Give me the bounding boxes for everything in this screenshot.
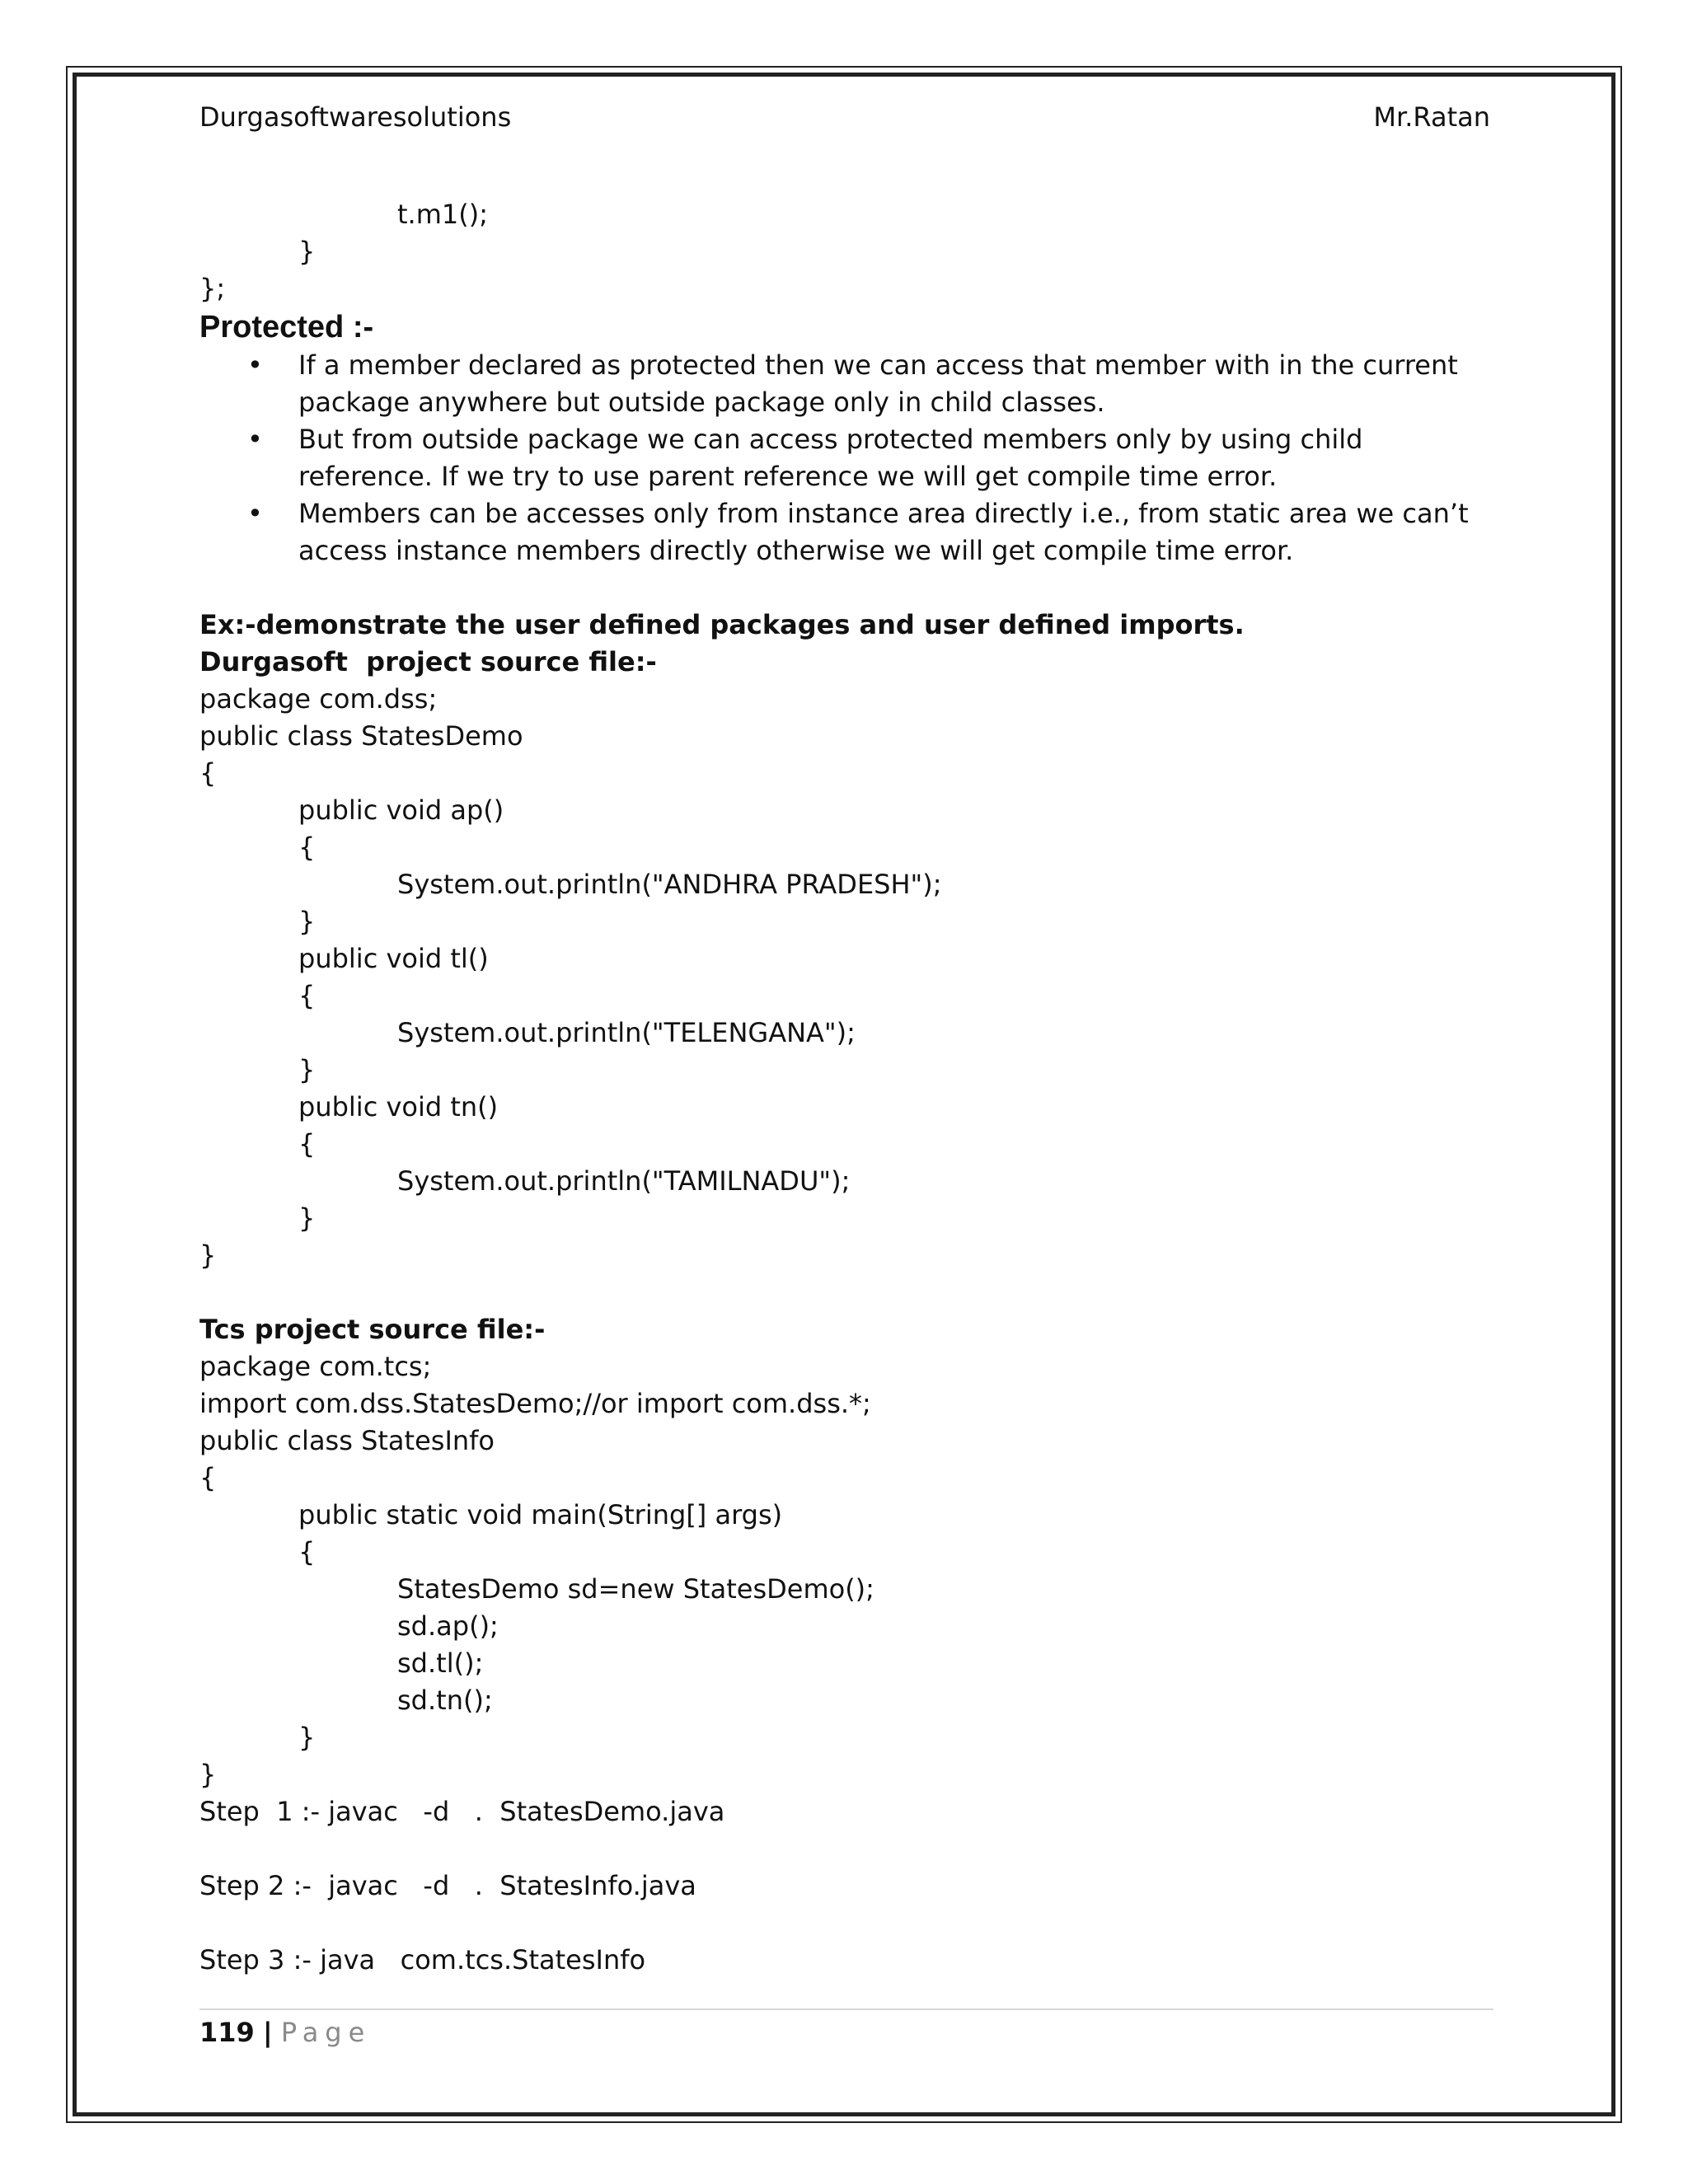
bullet-icon: • (247, 498, 263, 529)
code-line: t.m1(); (397, 199, 488, 230)
bullet-text: But from outside package we can access protected members only by using child reference. If we try to use parent reference we will get compile time error. (298, 424, 1363, 492)
page-footer (199, 2014, 371, 2050)
section-heading-protected: Protected :- (199, 310, 374, 344)
page-number: 119 (199, 2017, 255, 2048)
bullet-item (199, 495, 1502, 569)
code-line: public static void main(String[] args) (298, 1499, 783, 1530)
bullet-item (199, 421, 1502, 495)
code-line: { (298, 1536, 316, 1568)
code-line: System.out.println("ANDHRA PRADESH"); (397, 869, 942, 900)
code-line: import com.dss.StatesDemo;//or import com.dss.*; (199, 1388, 871, 1419)
page-content (199, 196, 1502, 1979)
code-line: public void ap() (298, 794, 504, 826)
bullet-icon: • (247, 424, 263, 455)
code-line: package com.dss; (199, 683, 438, 715)
header-author: Mr.Ratan (1373, 101, 1490, 133)
code-line: package com.tcs; (199, 1351, 432, 1382)
code-line: } (298, 1722, 316, 1753)
code-line: sd.tl(); (397, 1647, 484, 1679)
step-line: Step 2 :- javac -d . StatesInfo.java (199, 1870, 696, 1901)
code-line: System.out.println("TAMILNADU"); (397, 1165, 851, 1197)
code-line: public class StatesDemo (199, 720, 523, 752)
code-line: StatesDemo sd=new StatesDemo(); (397, 1573, 874, 1605)
bullet-icon: • (247, 349, 263, 381)
code-line: } (199, 1759, 217, 1790)
code-line: }; (199, 273, 226, 304)
header-company: Durgasoftwaresolutions (199, 101, 512, 133)
code-line: } (298, 906, 316, 937)
bullet-item (199, 347, 1502, 421)
code-line: { (199, 757, 217, 789)
code-line: } (298, 1054, 316, 1085)
code-line: { (298, 1128, 316, 1160)
code-line: public void tl() (298, 943, 489, 974)
code-line: sd.tn(); (397, 1685, 493, 1716)
footer-separator: | (262, 2017, 273, 2048)
durgasoft-source-title: Durgasoft project source file:- (199, 646, 657, 677)
protected-bullet-list (199, 347, 1502, 569)
compile-steps (199, 1793, 1502, 1979)
page-label: Page (280, 2017, 372, 2048)
tcs-code-block (199, 1348, 1502, 1793)
code-line: public class StatesInfo (199, 1425, 495, 1456)
code-line: System.out.println("TELENGANA"); (397, 1017, 856, 1048)
tcs-source-title: Tcs project source file:- (199, 1314, 546, 1345)
example-title: Ex:-demonstrate the user defined packages and user defined imports. (199, 609, 1245, 640)
code-line: } (298, 1202, 316, 1234)
code-line: } (298, 236, 316, 267)
code-line: } (199, 1240, 217, 1271)
code-line: public void tn() (298, 1091, 499, 1122)
footer-divider (199, 2008, 1493, 2010)
bullet-text: Members can be accesses only from instance area directly i.e., from static area we can’t access instance members directly otherwise we will get compile time error. (298, 498, 1469, 566)
code-line: { (199, 1462, 217, 1493)
bullet-text: If a member declared as protected then we can access that member with in the current package anywhere but outside package only in child classes. (298, 349, 1458, 418)
step-line: Step 3 :- java com.tcs.StatesInfo (199, 1944, 646, 1975)
code-line: { (298, 980, 316, 1011)
durgasoft-code-block (199, 681, 1502, 1274)
code-line: { (298, 832, 316, 863)
code-line: sd.ap(); (397, 1610, 499, 1642)
step-line: Step 1 :- javac -d . StatesDemo.java (199, 1796, 725, 1827)
